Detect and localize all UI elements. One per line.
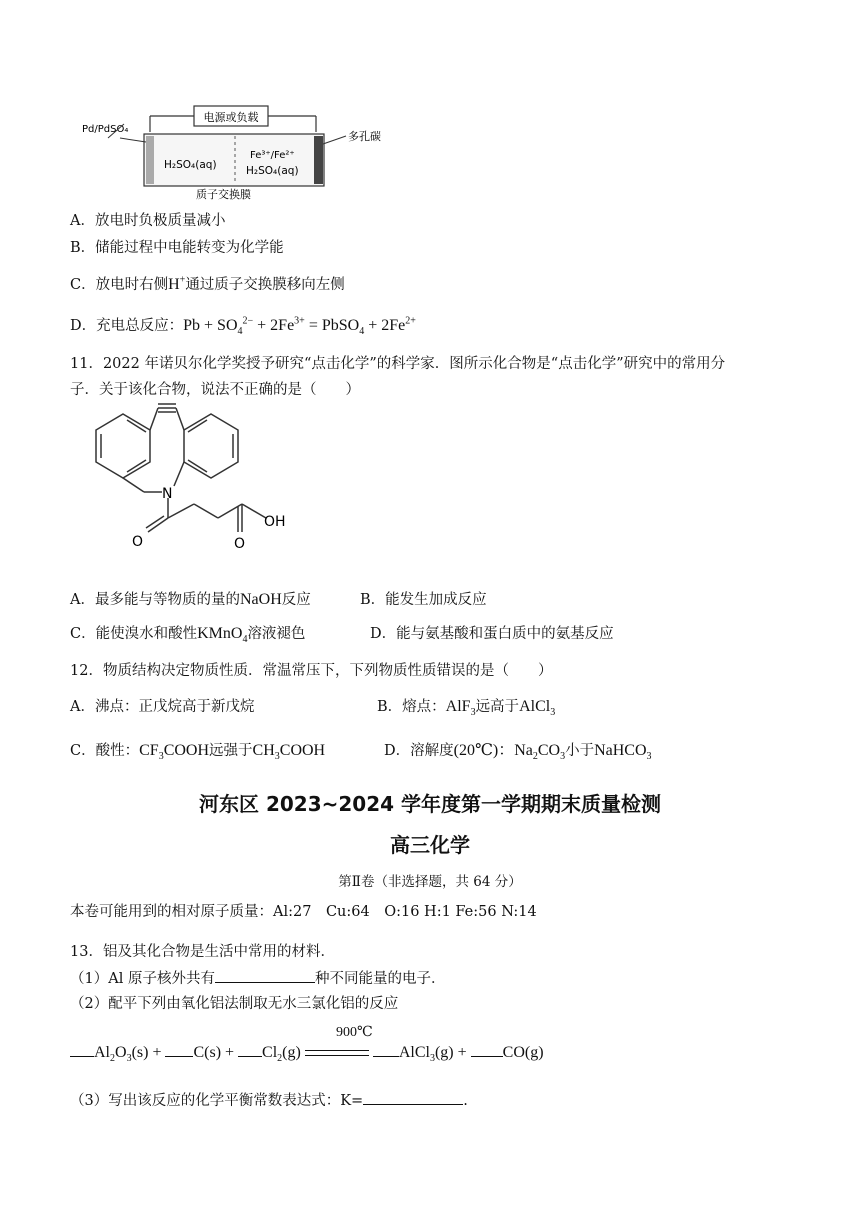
- q12-option-b: B．熔点：AlF$_3$远高于AlCl$_3$: [377, 698, 556, 719]
- right-electrode: [314, 136, 323, 184]
- ketone-o-label: O: [132, 534, 144, 550]
- q10-option-d: D．充电总反应：$Pb + SO_4^{2-} + 2Fe^{3+}$ = PbSO$_4$ + $2Fe^{2+}$: [70, 315, 416, 338]
- battery-diagram: [80, 100, 400, 204]
- right-electrode-label: 多孔碳: [348, 130, 381, 143]
- left-solution-label: H₂SO₄(aq): [164, 159, 217, 171]
- condition-label: 900℃: [336, 1025, 373, 1040]
- q13-part2: （2）配平下列由氧化铝法制取无水三氯化铝的反应: [70, 996, 399, 1012]
- q13-part1: （1）Al 原子核外共有 种不同能量的电子．: [70, 968, 445, 989]
- n-atom-label: N: [162, 486, 173, 502]
- q10-option-a: A．放电时负极质量减小: [70, 213, 226, 229]
- coef-blank-c[interactable]: [165, 1042, 193, 1057]
- charge-reaction: $Pb + SO_4^{2-} + 2Fe^{3+}$ = PbSO$_4$ + $2Fe^{2+}$: [183, 315, 416, 338]
- exam-title: 河东区 2023~2024 学年度第一学期期末质量检测: [198, 792, 661, 816]
- q12-stem: 12．物质结构决定物质性质．常温常压下，下列物质性质错误的是（ ）: [70, 663, 553, 679]
- acid-o-label: O: [234, 536, 246, 552]
- coef-blank-co[interactable]: [471, 1042, 503, 1057]
- q12-option-d: D．溶解度(20℃)：$Na_2CO_3$小于NaHCO$_3$: [384, 742, 652, 763]
- coef-blank-cl2[interactable]: [238, 1042, 262, 1057]
- balance-equation: $Al_2O_3(s) + C(s) + Cl_2(g)$ AlCl$_3$(g) + CO(g): [70, 1042, 544, 1063]
- q13-part3: （3）写出该反应的化学平衡常数表达式：K= .: [70, 1090, 468, 1111]
- coef-blank-alcl3[interactable]: [373, 1042, 399, 1057]
- equals-double-line: [305, 1050, 369, 1056]
- right-solution-label: H₂SO₄(aq): [246, 165, 299, 177]
- membrane-label: 质子交换膜: [196, 188, 251, 201]
- q11-option-a: A．最多能与等物质的量的NaOH反应: [70, 591, 311, 608]
- q10-option-b: B．储能过程中电能转变为化学能: [70, 240, 284, 256]
- kmno4-formula: KMnO$_4$: [197, 625, 248, 646]
- power-load-label: 电源或负载: [203, 111, 259, 124]
- q11-option-c: C．能使溴水和酸性KMnO$_4$溶液褪色: [70, 625, 306, 646]
- q11-option-b: B．能发生加成反应: [360, 592, 487, 608]
- q12-option-a: A．沸点：正戊烷高于新戊烷: [70, 699, 255, 715]
- q11-stem-line2: 子．关于该化合物，说法不正确的是（ ）: [70, 382, 360, 398]
- q13-stem: 13．铝及其化合物是生活中常用的材料．: [70, 944, 335, 960]
- q12-option-c: C．酸性：$CF_3COOH$远强于$CH_3COOH$: [70, 742, 326, 763]
- q11-stem-line1: 11．2022 年诺贝尔化学奖授予研究“点击化学”的科学家．图所示化合物是“点击化学”研究中的常用分: [70, 356, 726, 372]
- q10-option-c: C．放电时右侧H+通过质子交换膜移向左侧: [70, 274, 345, 293]
- left-electrode: [146, 136, 154, 184]
- left-electrode-label: Pd/PdSO₄: [82, 124, 129, 135]
- exam-subject: 高三化学: [390, 833, 470, 857]
- dbco-acid-structure: [68, 400, 308, 560]
- answer-blank-1[interactable]: [215, 968, 315, 983]
- atomic-masses: 本卷可能用到的相对原子质量：Al:27 Cu:64 O:16 H:1 Fe:56 N:14: [70, 904, 537, 920]
- part-two-heading: 第Ⅱ卷（非选择题，共 64 分）: [338, 874, 522, 890]
- h-plus-ion: H+: [168, 274, 186, 293]
- answer-blank-k[interactable]: [363, 1090, 463, 1105]
- right-ions-label: Fe³⁺/Fe²⁺: [250, 150, 295, 161]
- q11-option-d: D．能与氨基酸和蛋白质中的氨基反应: [370, 626, 614, 642]
- oh-label: OH: [264, 514, 286, 530]
- coef-blank-al2o3[interactable]: [70, 1042, 94, 1057]
